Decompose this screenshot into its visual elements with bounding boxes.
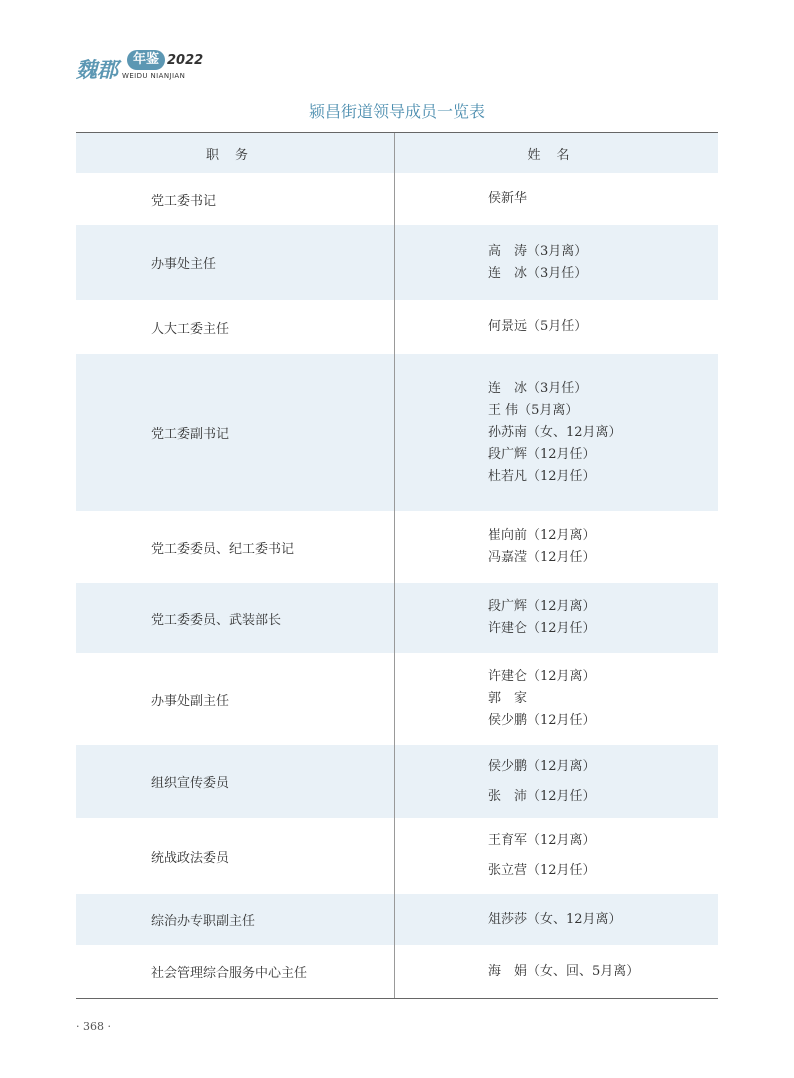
leadership-table xyxy=(76,132,718,999)
table-row xyxy=(76,300,718,354)
position-text: 组织宣传委员 xyxy=(151,776,230,791)
position-cell xyxy=(76,173,394,225)
brand-subtitle: WEIDU NIANJIAN xyxy=(122,72,186,80)
table-row xyxy=(76,945,718,998)
position-cell xyxy=(76,818,394,894)
page-number: · 368 · xyxy=(76,1020,111,1033)
person-name: 何景远（5月任） xyxy=(488,319,588,334)
person-name: 连 冰（3月任） xyxy=(488,380,588,396)
person-name: 海 娟（女、回、5月离） xyxy=(488,963,640,979)
position-text: 党工委委员、纪工委书记 xyxy=(151,541,295,557)
position-text: 党工委副书记 xyxy=(151,427,230,442)
table-row xyxy=(76,354,718,511)
page-title: 颍昌街道领导成员一览表 xyxy=(308,102,485,121)
table-row xyxy=(76,894,718,945)
position-text: 社会管理综合服务中心主任 xyxy=(151,966,308,981)
person-name: 侯少鹏（12月任） xyxy=(488,713,596,728)
table-row xyxy=(76,745,718,818)
person-name: 连 冰（3月任） xyxy=(488,265,588,281)
name-cell xyxy=(395,818,718,894)
person-name: 俎莎莎（女、12月离） xyxy=(488,911,622,927)
brand-year: 2022 xyxy=(167,53,204,68)
person-name: 高 涛（3月离） xyxy=(488,243,588,259)
person-name: 段广辉（12月离） xyxy=(488,599,596,614)
brand-name: 魏郡 xyxy=(76,58,118,82)
name-cell xyxy=(395,745,718,818)
position-text: 综治办专职副主任 xyxy=(151,914,256,929)
person-name: 郭 家 xyxy=(488,691,528,706)
person-name: 许建仑（12月任） xyxy=(488,621,596,636)
position-text: 办事处主任 xyxy=(151,257,217,272)
position-text: 党工委委员、武装部长 xyxy=(151,612,282,628)
position-cell xyxy=(76,354,394,511)
person-name: 侯新华 xyxy=(488,191,528,206)
header-name: 姓名 xyxy=(527,147,586,163)
brand-badge: 年鉴 xyxy=(127,50,165,70)
table-row xyxy=(76,511,718,583)
position-cell xyxy=(76,300,394,354)
name-cell xyxy=(395,511,718,583)
table-row xyxy=(76,173,718,225)
name-cell xyxy=(395,583,718,653)
person-name: 王 伟（5月离） xyxy=(488,402,579,418)
table-row xyxy=(76,818,718,894)
position-cell xyxy=(76,653,394,745)
person-name: 侯少鹏（12月离） xyxy=(488,758,596,774)
table-row xyxy=(76,583,718,653)
table-header-row xyxy=(76,133,718,173)
person-name: 张立营（12月任） xyxy=(488,863,596,878)
name-cell xyxy=(395,300,718,354)
table-row xyxy=(76,653,718,745)
person-name: 孙苏南（女、12月离） xyxy=(488,424,622,440)
person-name: 许建仑（12月离） xyxy=(488,669,596,684)
position-cell xyxy=(76,945,394,998)
person-name: 杜若凡（12月任） xyxy=(488,468,596,484)
table-row xyxy=(76,225,718,300)
name-cell xyxy=(395,354,718,511)
position-cell xyxy=(76,511,394,583)
position-text: 办事处副主任 xyxy=(151,693,230,709)
position-text: 人大工委主任 xyxy=(151,321,230,337)
person-name: 冯嘉滢（12月任） xyxy=(488,550,596,565)
table-body xyxy=(76,173,718,998)
header-position: 职务 xyxy=(205,147,264,163)
position-text: 党工委书记 xyxy=(151,193,217,209)
position-cell xyxy=(76,225,394,300)
position-cell xyxy=(76,583,394,653)
person-name: 段广辉（12月任） xyxy=(488,446,596,462)
name-cell xyxy=(395,225,718,300)
name-cell xyxy=(395,173,718,225)
name-cell xyxy=(395,894,718,945)
position-cell xyxy=(76,894,394,945)
position-text: 统战政法委员 xyxy=(151,850,230,866)
table-bottom-rule xyxy=(76,998,718,999)
person-name: 崔向前（12月离） xyxy=(488,528,596,543)
name-cell xyxy=(395,653,718,745)
position-cell xyxy=(76,745,394,818)
person-name: 王育军（12月离） xyxy=(488,833,596,848)
person-name: 张 沛（12月任） xyxy=(488,788,596,804)
name-cell xyxy=(395,945,718,998)
